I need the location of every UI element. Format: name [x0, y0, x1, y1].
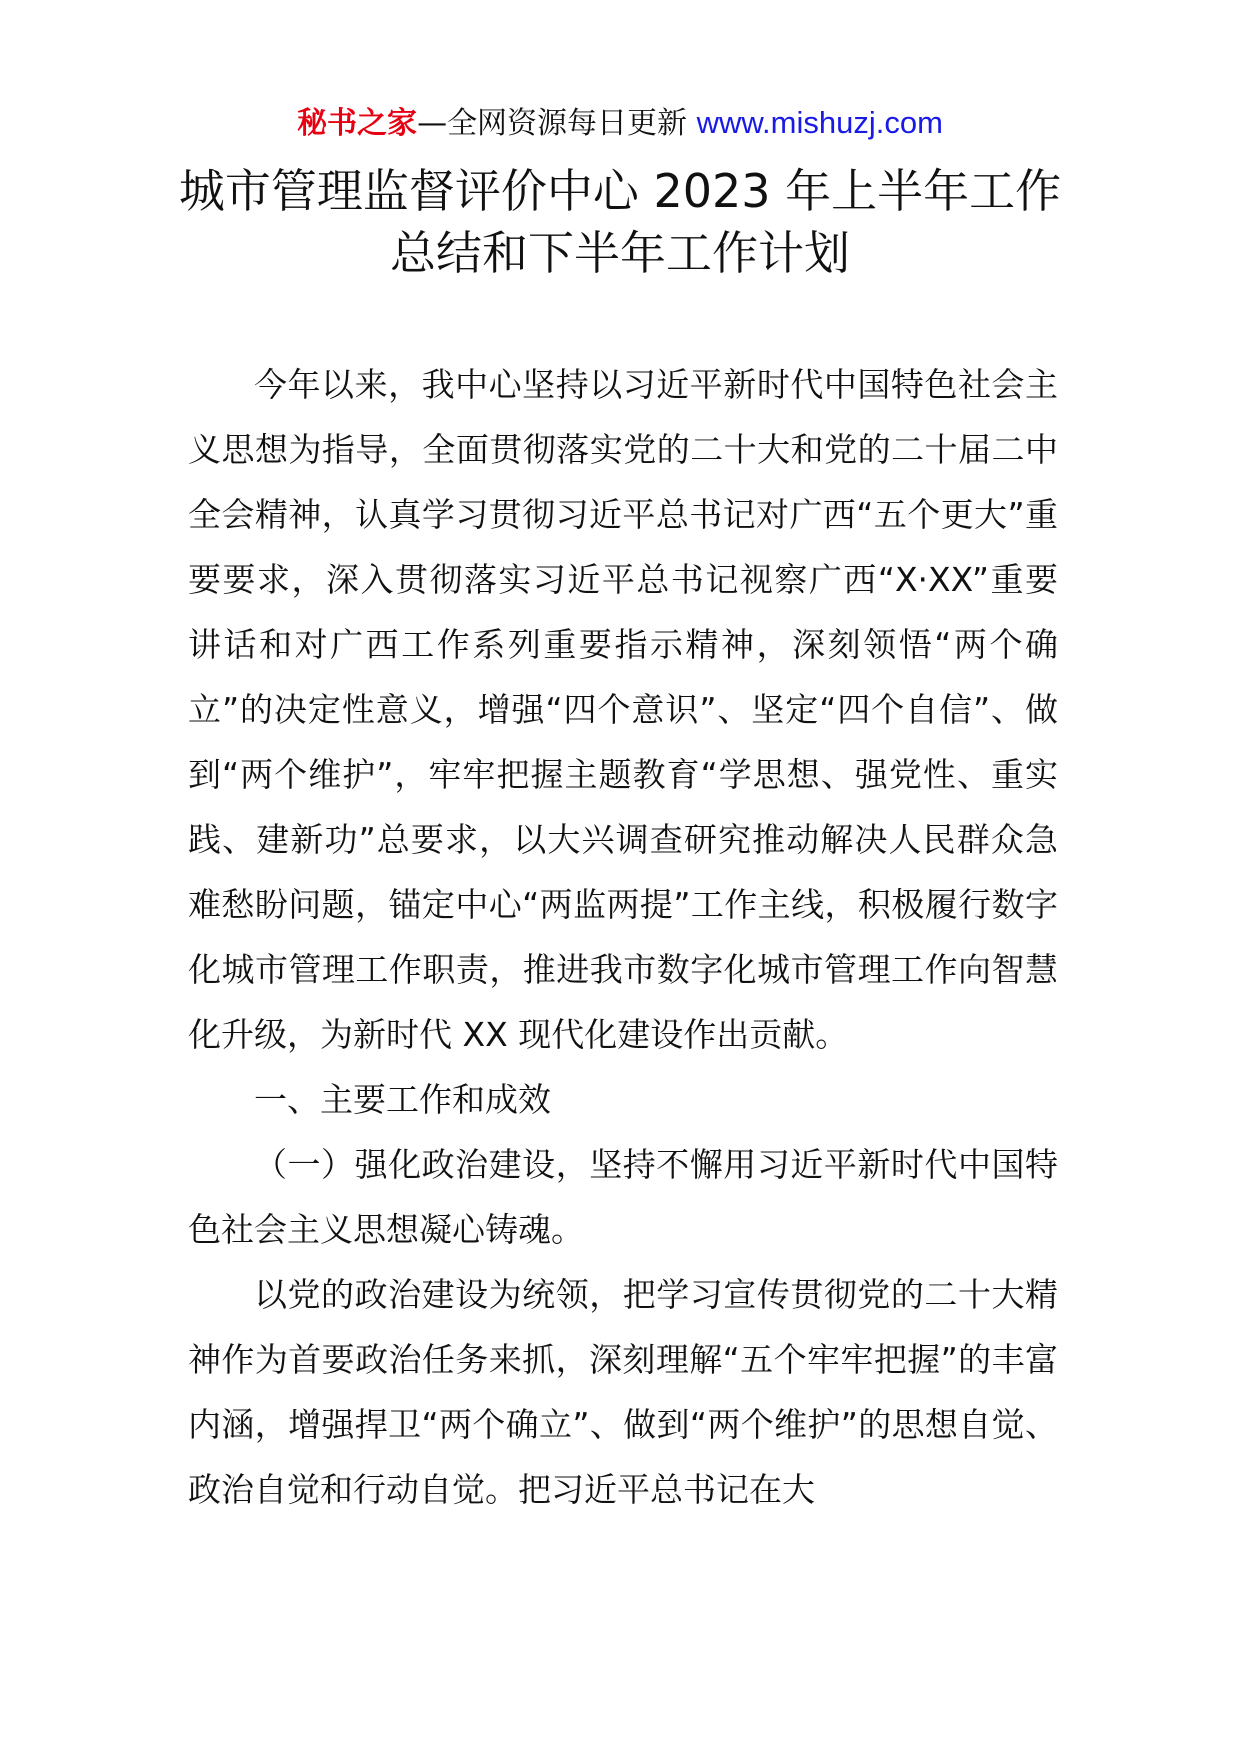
site-header	[0, 100, 1240, 147]
subsection-heading: （一）强化政治建设，坚持不懈用习近平新时代中国特色社会主义思想凝心铸魂。	[188, 1145, 1058, 1249]
document-title	[170, 160, 1070, 284]
title-line-1: 城市管理监督评价中心 2023 年上半年工作	[178, 164, 1062, 218]
brand-name: 秘书之家	[297, 106, 418, 141]
document-body	[188, 352, 1058, 1522]
body-paragraph: 以党的政治建设为统领，把学习宣传贯彻党的二十大精神作为首要政治任务来抓，深刻理解“五个牢牢把握”的丰富内涵，增强捍卫“两个确立”、做到“两个维护”的思想自觉、政治自觉和行动自觉。把习近平总书记在大	[188, 1275, 1058, 1509]
header-tagline: —全网资源每日更新	[417, 106, 688, 141]
title-line-2: 总结和下半年工作计划	[390, 226, 850, 280]
intro-paragraph: 今年以来，我中心坚持以习近平新时代中国特色社会主义思想为指导，全面贯彻落实党的二十大和党的二十届二中全会精神，认真学习贯彻习近平总书记对广西“五个更大”重要要求，深入贯彻落实习近平总书记视察广西“X·XX”重要讲话和对广西工作系列重要指示精神，深刻领悟“两个确立”的决定性意义，增强“四个意识”、坚定“四个自信”、做到“两个维护”，牢牢把握主题教育“学思想、强党性、重实践、建新功”总要求，以大兴调查研究推动解决人民群众急难愁盼问题，锚定中心“两监两提”工作主线，积极履行数字化城市管理工作职责，推进我市数字化城市管理工作向智慧化升级，为新时代 XX 现代化建设作出贡献。	[188, 365, 1058, 1054]
section-heading: 一、主要工作和成效	[254, 1080, 551, 1119]
site-url-link[interactable]: www.mishuzj.com	[696, 105, 943, 140]
